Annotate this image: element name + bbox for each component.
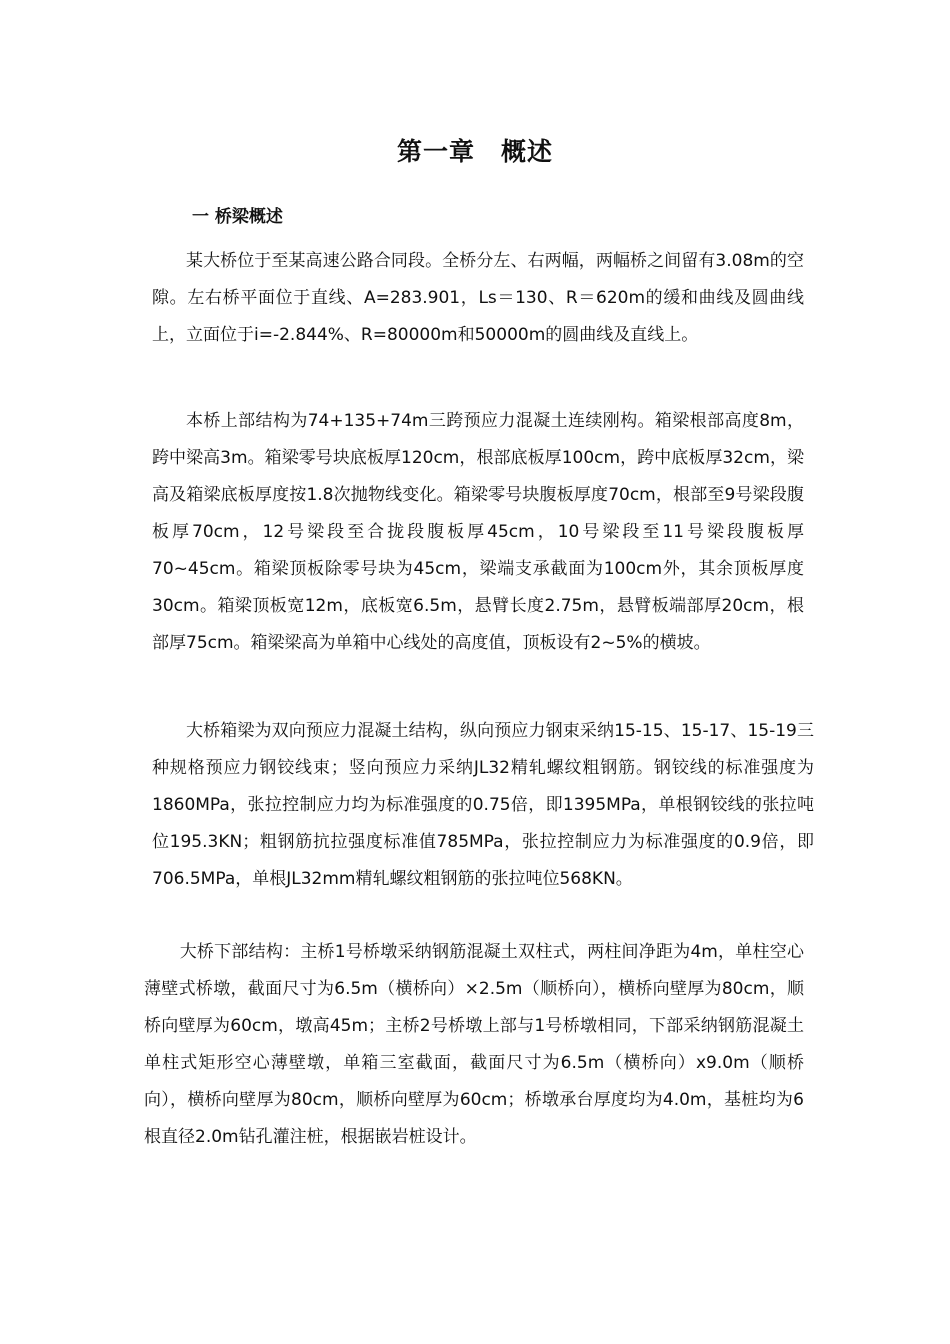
paragraph-substructure: 大桥下部结构：主桥1号桥墩采纳钢筋混凝土双柱式，两柱间净距为4m，单柱空心薄壁式桥墩，截面尺寸为6.5m（横桥向）×2.5m（顺桥向），横桥向壁厚为80cm，顺桥向壁厚为60cm，墩高45m；主桥2号桥墩上部与1号桥墩相同，下部采纳钢筋混凝土单柱式矩形空心薄壁墩，单箱三室截面，截面尺寸为6.5m（横桥向）x9.0m（顺桥向），横桥向壁厚为80cm，顺桥向壁厚为60cm；桥墩承台厚度均为4.0m，基桩均为6根直径2.0m钻孔灌注桩，根据嵌岩桩设计。 bbox=[144, 942, 804, 1147]
paragraph-prestress: 大桥箱梁为双向预应力混凝土结构，纵向预应力钢束采纳15-15、15-17、15-19三种规格预应力钢铰线束；竖向预应力采纳JL32精轧螺纹粗钢筋。钢铰线的标准强度为1860MPa，张拉控制应力均为标准强度的0.75倍，即1395MPa，单根钢铰线的张拉吨位195.3KN；粗钢筋抗拉强度标准值785MPa，张拉控制应力为标准强度的0.9倍，即706.5MPa，单根JL32mm精轧螺纹粗钢筋的张拉吨位568KN。 bbox=[152, 721, 814, 889]
paragraph-superstructure: 本桥上部结构为74+135+74m三跨预应力混凝土连续刚构。箱梁根部高度8m，跨中梁高3m。箱梁零号块底板厚120cm，根部底板厚100cm，跨中底板厚32cm，梁高及箱梁底板厚度按1.8次抛物线变化。箱梁零号块腹板厚度70cm，根部至9号梁段腹板厚70cm，12号梁段至合拢段腹板厚45cm，10号梁段至11号梁段腹板厚70~45cm。箱梁顶板除零号块为45cm，梁端支承截面为100cm外，其余顶板厚度30cm。箱梁顶板宽12m，底板宽6.5m，悬臂长度2.75m，悬臂板端部厚20cm，根部厚75cm。箱梁梁高为单箱中心线处的高度值，顶板设有2~5%的横坡。 bbox=[152, 411, 804, 653]
section-heading: 一 桥梁概述 bbox=[192, 207, 283, 227]
chapter-title: 第一章 概述 bbox=[396, 137, 553, 166]
paragraph-location: 某大桥位于至某高速公路合同段。全桥分左、右两幅，两幅桥之间留有3.08m的空隙。左右桥平面位于直线、A=283.901，Ls＝130、R＝620m的缓和曲线及圆曲线上，立面位于i=-2.844%、R=80000m和50000m的圆曲线及直线上。 bbox=[152, 251, 804, 345]
